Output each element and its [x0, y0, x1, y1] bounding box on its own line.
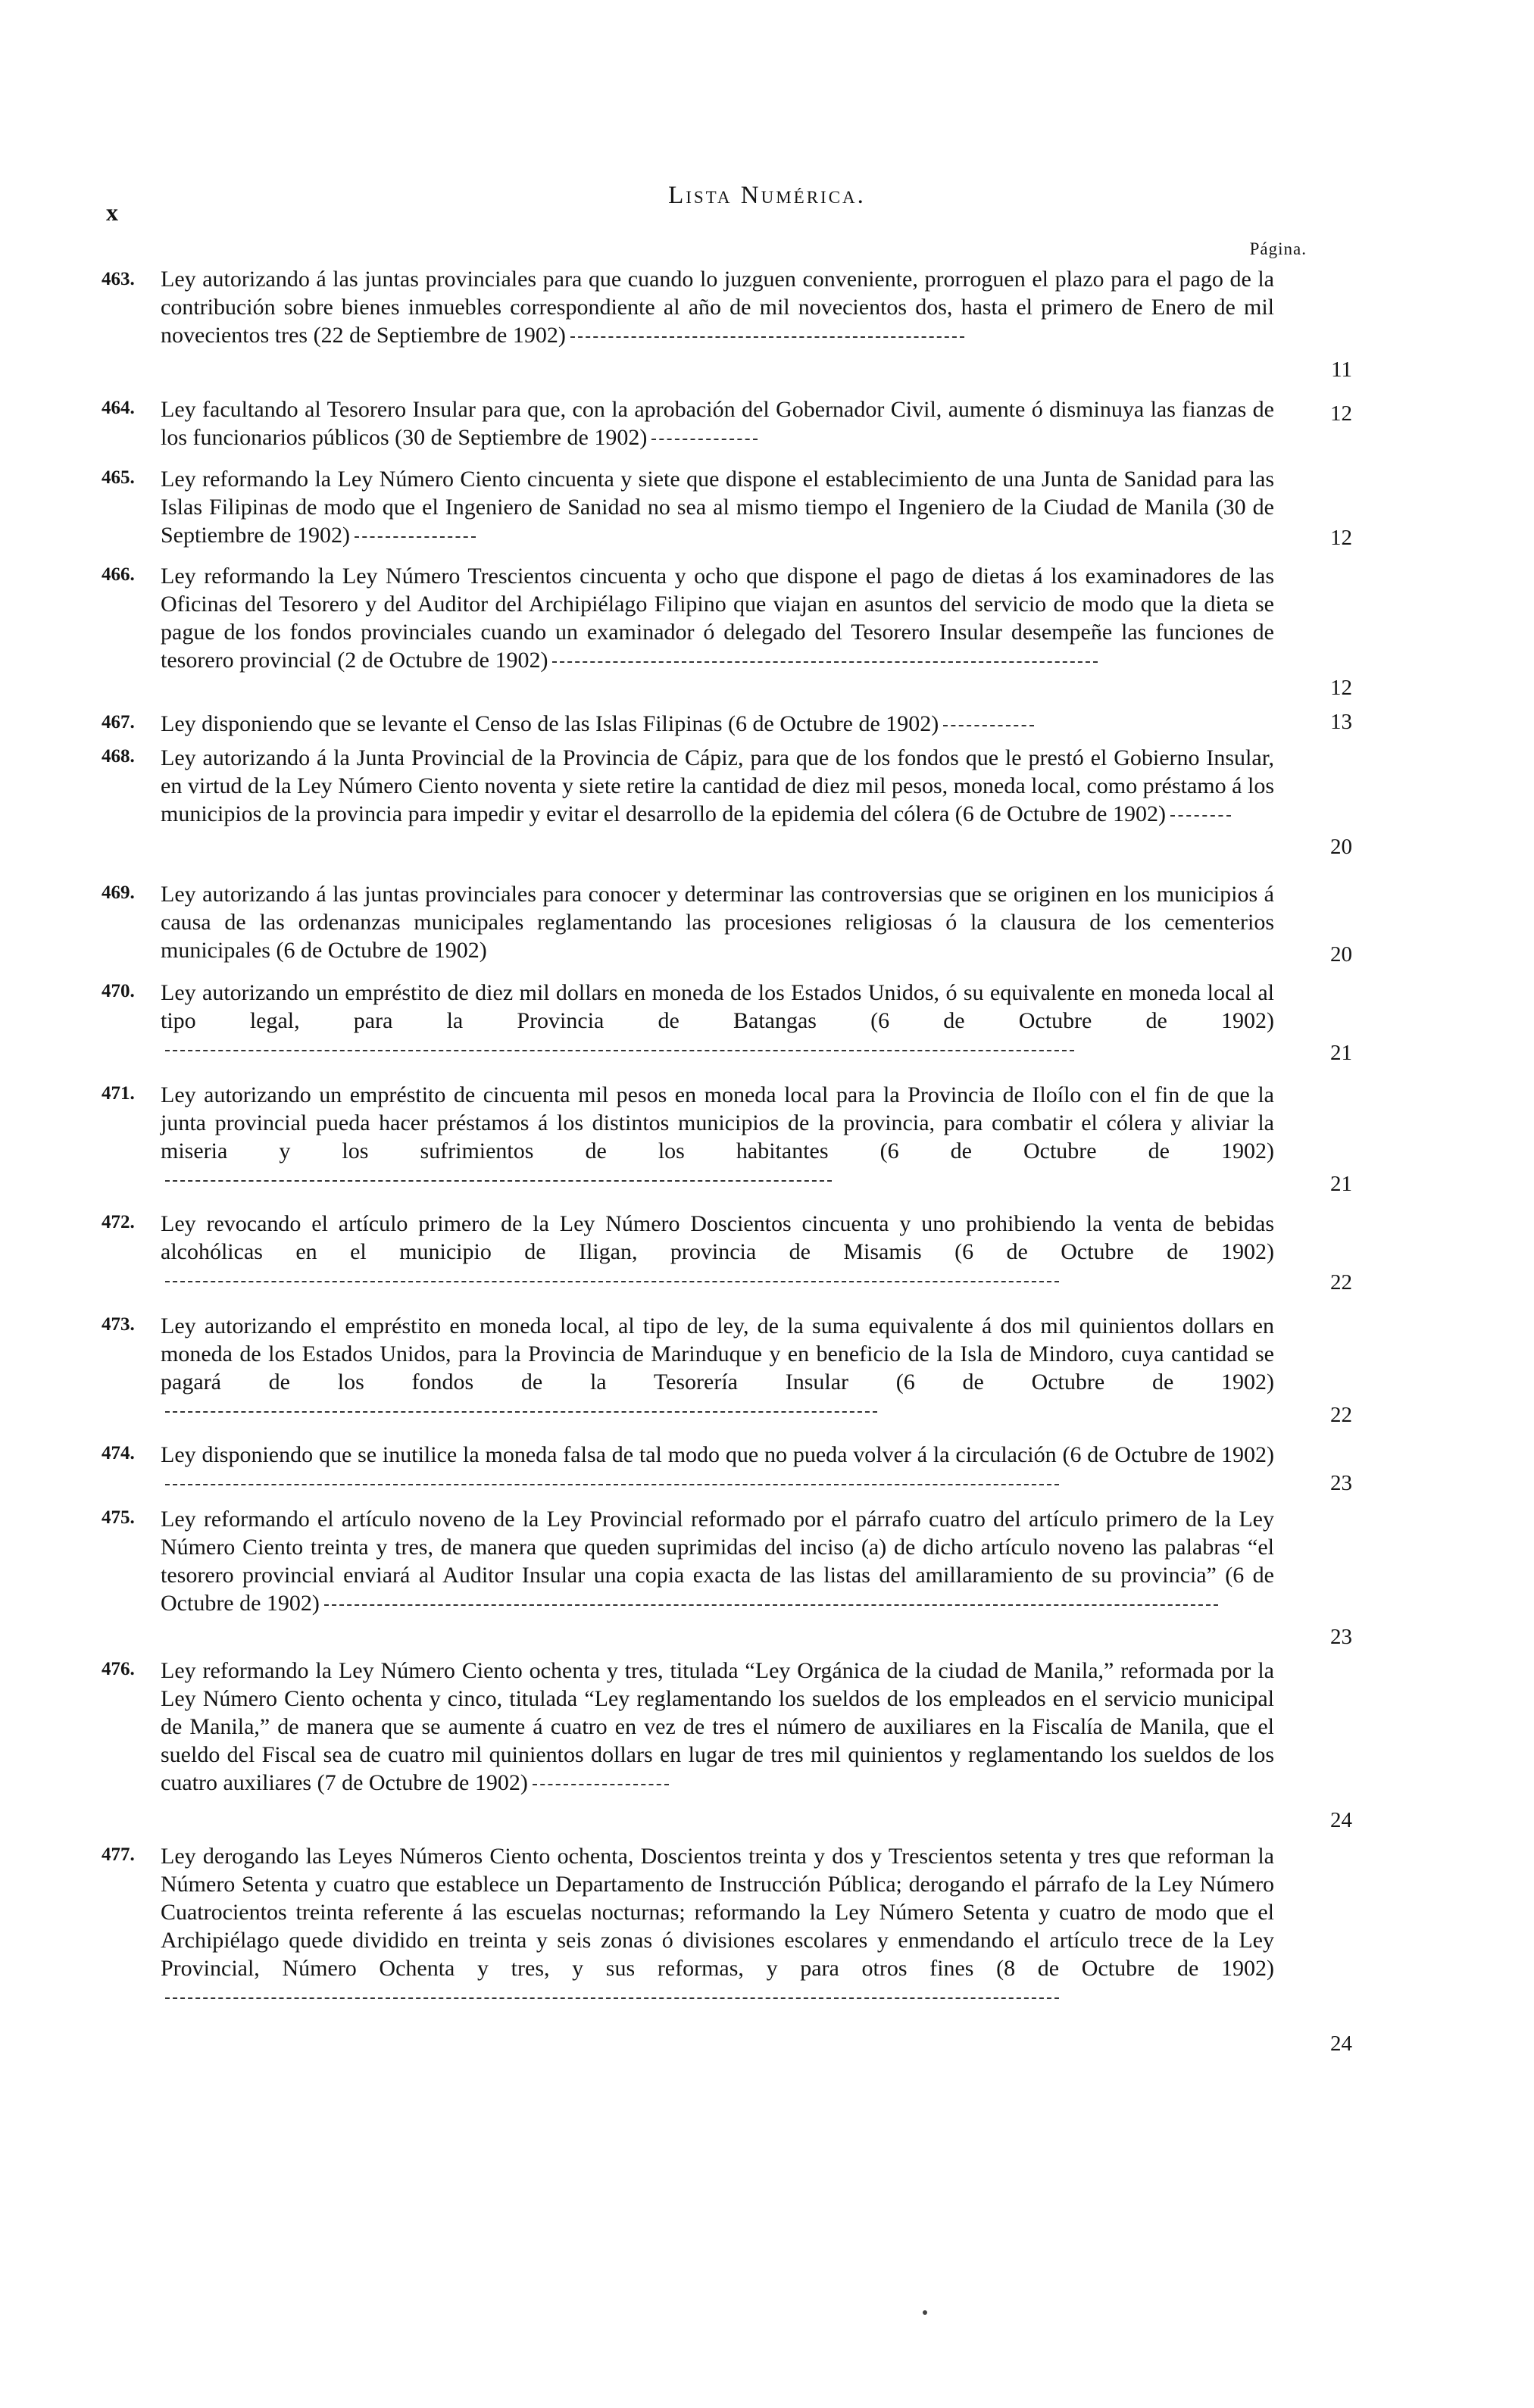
law-page-number: 20 — [1330, 942, 1352, 967]
law-number: 470. — [102, 981, 135, 1001]
dot-leader — [533, 1784, 669, 1785]
law-description-text: Ley autorizando á la Junta Provincial de la Provincia de Cápiz, para que de los fondos que le prestó el Gobierno Insular, en virtud de la Ley Número Ciento noventa y siete retire la cantidad de diez mil pesos, moneda local, como préstamo á los municipios de la provincia para impedir y evitar el desarrollo de la epidemia del cólera (6 de Octubre de 1902) — [161, 745, 1274, 826]
law-description-text: Ley reformando la Ley Número Ciento cincuenta y siete que dispone el establecimiento de una Junta de Sanidad para las Islas Filipinas de modo que el Ingeniero de Sanidad no sea al mismo tiempo el Ingeniero de la Ciudad de Manila (30 de Septiembre de 1902) — [161, 467, 1274, 548]
law-page-number: 12 — [1330, 676, 1352, 700]
law-description-text: Ley autorizando un empréstito de diez mil dollars en moneda de los Estados Unidos, ó su equivalente en moneda local al tipo legal, para la Provincia de Batangas (6 de Octubre de 1902) — [161, 980, 1274, 1033]
law-number: 471. — [102, 1083, 135, 1104]
ink-speck — [923, 2310, 927, 2315]
law-page-number: 11 — [1331, 358, 1352, 382]
dot-leader — [570, 336, 964, 338]
law-description-text: Ley autorizando un empréstito de cincuenta mil pesos en moneda local para la Provincia de Iloílo con el fin de que la junta provincial pueda hacer préstamos á los distintos municipios de la provincia, para combatir el cólera y aliviar la miseria y los sufrimientos de los habitantes (6 de Octubre de 1902) — [161, 1082, 1274, 1163]
law-page-number: 23 — [1330, 1471, 1352, 1495]
law-number: 464. — [102, 398, 135, 418]
law-description-text: Ley revocando el artículo primero de la Ley Número Doscientos cincuenta y uno prohibiendo la venta de bebidas alcohólicas en el municipio de Iligan, provincia de Misamis (6 de Octubre de 1902) — [161, 1211, 1274, 1264]
law-description — [161, 1210, 1274, 1294]
law-description-text: Ley disponiendo que se inutilice la moneda falsa de tal modo que no pueda volver á la circulación (6 de Octubre de 1902) — [161, 1442, 1274, 1467]
law-description-text: Ley disponiendo que se levante el Censo de las Islas Filipinas (6 de Octubre de 1902) — [161, 711, 939, 736]
law-number: 466. — [102, 564, 135, 585]
law-description-text: Ley autorizando el empréstito en moneda local, al tipo de ley, de la suma equivalente á dos mil quinientos dollars en moneda de los Estados Unidos, para la Provincia de Marinduque y en beneficio de la Isla de Mindoro, cuya cantidad se pagará de los fondos de la Tesorería Insular (6 de Octubre de 1902) — [161, 1313, 1274, 1395]
dot-leader — [165, 1411, 877, 1413]
dot-leader — [165, 1997, 1059, 1999]
page-column-label: Página. — [1249, 239, 1307, 258]
law-number: 463. — [102, 269, 135, 289]
law-number: 475. — [102, 1507, 135, 1528]
page-folio: x — [106, 198, 119, 226]
law-description — [161, 979, 1274, 1063]
law-number: 467. — [102, 712, 135, 732]
law-page-number: 24 — [1330, 2032, 1352, 2056]
dot-leader — [552, 661, 1098, 663]
law-description — [161, 1312, 1274, 1424]
law-page-number: 23 — [1330, 1625, 1352, 1649]
law-description-text: Ley derogando las Leyes Números Ciento ochenta, Doscientos treinta y dos y Trescientos setenta y tres que reforman la Número Setenta y cuatro que establece un Departamento de Instrucción Pública; derogando el párrafo de la Ley Número Cuatrocientos treinta referente á las escuelas nocturnas; reformando la Ley Número Setenta y cuatro de modo que el Archipiélago quede dividido en treinta y seis zonas ó divisiones escolares y enmendando el artículo trece de la Ley Provincial, Número Ochenta y tres, y sus reformas, y para otros fines (8 de Octubre de 1902) — [161, 1844, 1274, 1981]
dot-leader — [324, 1604, 1218, 1606]
law-description — [161, 265, 1274, 349]
law-number: 477. — [102, 1844, 135, 1865]
law-description — [161, 710, 1274, 738]
law-description — [161, 1505, 1274, 1617]
dot-leader — [1170, 815, 1231, 817]
dot-leader — [165, 1281, 1059, 1282]
law-page-number: 22 — [1330, 1403, 1352, 1427]
law-description — [161, 1842, 1274, 2010]
law-page-number: 20 — [1330, 835, 1352, 859]
dot-leader — [943, 725, 1034, 726]
law-page-number: 13 — [1330, 710, 1352, 734]
law-number: 476. — [102, 1659, 135, 1679]
law-description-text: Ley reformando el artículo noveno de la Ley Provincial reformado por el párrafo cuatro del artículo primero de la Ley Número Ciento treinta y tres, de manera que queden suprimidas del inciso (a) de dicho artículo noveno las palabras “el tesorero provincial enviará al Auditor Insular una copia exacta de las listas del amillaramiento de su provincia” (6 de Octubre de 1902) — [161, 1507, 1274, 1616]
law-number: 472. — [102, 1212, 135, 1232]
dot-leader — [651, 439, 758, 440]
law-description-text: Ley autorizando á las juntas provinciales para conocer y determinar las controversias que se originen en los municipios á causa de las ordenanzas municipales reglamentando las procesiones religiosas ó la clausura de los cementerios municipales (6 de Octubre de 1902) — [161, 882, 1274, 963]
law-description — [161, 1441, 1274, 1497]
law-description — [161, 562, 1274, 674]
law-number: 465. — [102, 467, 135, 488]
law-number: 473. — [102, 1314, 135, 1335]
law-description — [161, 744, 1274, 828]
dot-leader — [165, 1050, 1074, 1051]
law-page-number: 12 — [1330, 401, 1352, 426]
law-page-number: 21 — [1330, 1172, 1352, 1196]
law-description — [161, 1657, 1274, 1797]
running-head: Lista Numérica. — [668, 182, 866, 209]
law-number: 474. — [102, 1443, 135, 1463]
law-description — [161, 1081, 1274, 1193]
law-description-text: Ley autorizando á las juntas provinciales para que cuando lo juzguen conveniente, prorroguen el plazo para el pago de la contribución sobre bienes inmuebles correspondiente al año de mil novecientos dos, hasta el primero de Enero de mil novecientos tres (22 de Septiembre de 1902) — [161, 267, 1274, 348]
dot-leader — [355, 536, 476, 538]
law-page-number: 24 — [1330, 1808, 1352, 1832]
dot-leader — [165, 1484, 1059, 1485]
law-description-text: Ley reformando la Ley Número Ciento ochenta y tres, titulada “Ley Orgánica de la ciudad de Manila,” reformada por la Ley Número Ciento ochenta y cinco, titulada “Ley reglamentando los sueldos de los empleados en el servicio municipal de Manila,” de manera que se aumente á cuatro en vez de tres el número de auxiliares en la Fiscalía de Manila, que el sueldo del Fiscal sea de cuatro mil quinientos dollars en lugar de tres mil quinientos y reglamentando los sueldos de los cuatro auxiliares (7 de Octubre de 1902) — [161, 1658, 1274, 1795]
dot-leader — [165, 1180, 832, 1182]
law-description — [161, 880, 1274, 964]
law-number: 469. — [102, 882, 135, 903]
law-number: 468. — [102, 746, 135, 767]
law-description — [161, 465, 1274, 549]
law-description-text: Ley reformando la Ley Número Trescientos cincuenta y ocho que dispone el pago de dietas á los examinadores de las Oficinas del Tesorero y del Auditor del Archipiélago Filipino que viajan en asuntos del servicio de modo que la dieta se pague de los fondos provinciales cuando un examinador ó delegado del Tesorero Insular desempeñe las funciones de tesorero provincial (2 de Octubre de 1902) — [161, 564, 1274, 673]
law-description-text: Ley facultando al Tesorero Insular para que, con la aprobación del Gobernador Civil, aumente ó disminuya las fianzas de los funcionarios públicos (30 de Septiembre de 1902) — [161, 397, 1274, 450]
law-page-number: 12 — [1330, 526, 1352, 550]
law-page-number: 21 — [1330, 1041, 1352, 1065]
law-description — [161, 395, 1274, 451]
law-page-number: 22 — [1330, 1270, 1352, 1295]
